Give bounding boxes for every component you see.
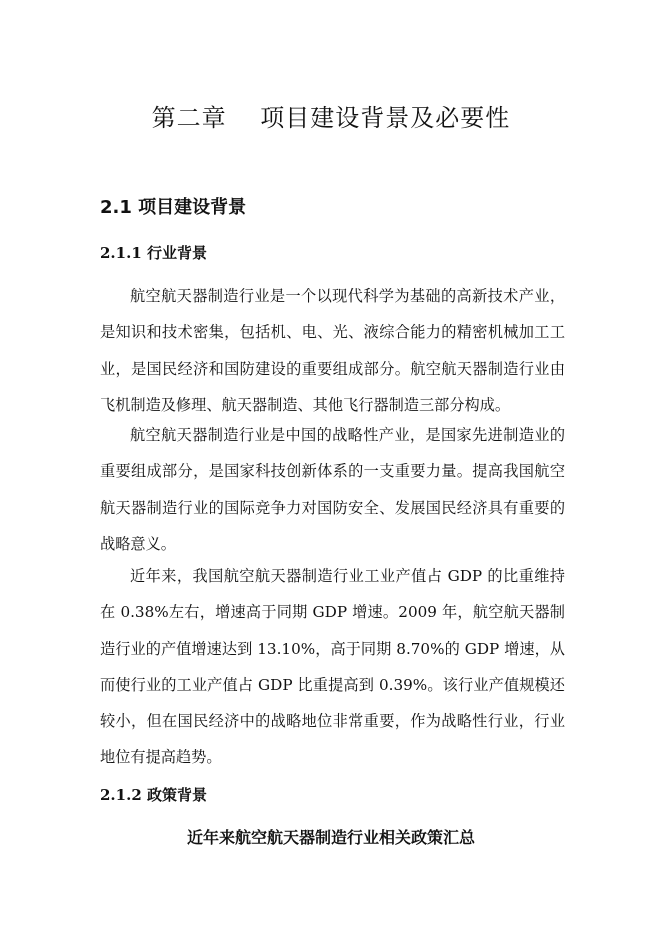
paragraph-gdp-share: 近年来，我国航空航天器制造行业工业产值占 GDP 的比重维持在 0.38%左右，增速高于同期 GDP 增速。2009 年，航空航天器制造行业的产值增速达到 13.10%，高于同期 8.70%的 GDP 增速，从而使行业的工业产值占 GDP 比重提高到 0.39%。该行业产值规模还较小，但在国民经济中的战略地位非常重要，作为战略性行业，行业地位有提高趋势。 bbox=[100, 567, 565, 767]
section-heading: 2.1 项目建设背景 bbox=[100, 197, 247, 218]
subsection-heading-policy: 2.1.2 政策背景 bbox=[100, 786, 207, 804]
table-title: 近年来航空航天器制造行业相关政策汇总 bbox=[186, 828, 475, 847]
paragraph-industry-intro: 航空航天器制造行业是一个以现代科学为基础的高新技术产业，是知识和技术密集，包括机、电、光、液综合能力的精密机械加工工业，是国民经济和国防建设的重要组成部分。航空航天器制造行业由飞机制造及修理、航天器制造、其他飞行器制造三部分构成。 bbox=[100, 287, 565, 414]
paragraph-strategic-importance: 航空航天器制造行业是中国的战略性产业，是国家先进制造业的重要组成部分，是国家科技创新体系的一支重要力量。提高我国航空航天器制造行业的国际竞争力对国防安全、发展国民经济具有重要的战略意义。 bbox=[100, 426, 565, 553]
chapter-title: 第二章 项目建设背景及必要性 bbox=[151, 104, 511, 132]
subsection-heading-industry: 2.1.1 行业背景 bbox=[100, 244, 207, 262]
